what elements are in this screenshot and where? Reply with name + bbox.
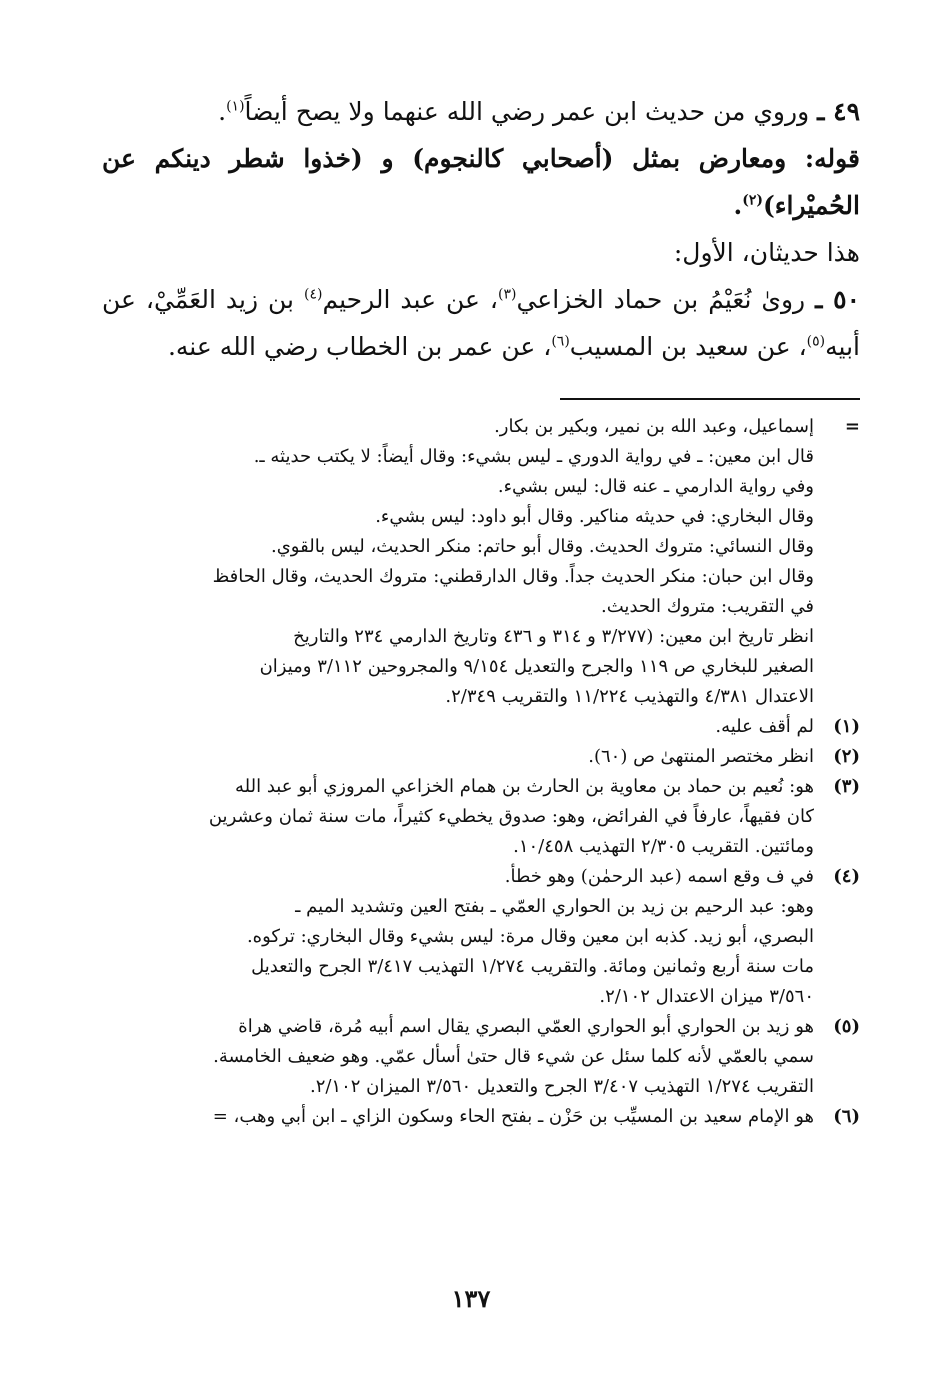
- footnote-mark: (٤): [833, 866, 860, 887]
- paragraph-qawluh: [102, 135, 860, 229]
- footnote-line: وفي رواية الدارمي ـ عنه قال: ليس بشيء.: [497, 476, 814, 497]
- footnote-mark: (٦): [833, 1106, 860, 1127]
- footnote-line: وقال البخاري: في حديثه مناكير. وقال أبو داود: ليس بشيء.: [375, 506, 814, 527]
- footnote-line: هو زيد بن الحواري أبو الحواري العمّي البصري يقال اسم أبيه مُرة، قاضي هراة: [238, 1016, 814, 1037]
- footnote-4: [102, 862, 860, 1012]
- footnote-5: [102, 1012, 860, 1102]
- paragraph-text: وروي من حديث ابن عمر رضي الله عنهما ولا يصح أيضاً: [244, 97, 810, 126]
- footnote-ref: (٥): [806, 333, 826, 350]
- paragraph-49: [102, 88, 860, 135]
- footnote-line: لم أقف عليه.: [715, 716, 814, 737]
- footnote-line: ومائتين. التقريب ٢/٣٠٥ التهذيب ١٠/٤٥٨.: [513, 836, 814, 857]
- footnote-line: مات سنة أربع وثمانين ومائة. والتقريب ١/٢٧٤ التهذيب ٣/٤١٧ الجرح والتعديل: [251, 956, 814, 977]
- footnote-ref: (١): [226, 98, 245, 115]
- page-number: ١٣٧: [451, 1284, 491, 1313]
- footnote-ref: (٦): [551, 333, 570, 350]
- book-page: [102, 88, 860, 1390]
- footnote-mark: =: [844, 416, 860, 437]
- footnote-line: كان فقيهاً، عارفاً في الفرائض، وهو: صدوق يخطيء كثيراً، مات سنة ثمان وعشرين: [208, 806, 814, 827]
- footnote-line: ٣/٥٦٠ ميزان الاعتدال ٢/١٠٢.: [599, 986, 814, 1007]
- footnote-mark: (٥): [833, 1016, 860, 1037]
- paragraph-end: .: [733, 191, 743, 220]
- footnote-line: البصري، أبو زيد. كذبه ابن معين وقال مرة: ليس بشيء وقال البخاري: تركوه.: [246, 926, 814, 947]
- footnote-line: سمي بالعمّي لأنه كلما سئل عن شيء قال حتىٰ أسأل عمّي. وهو ضعيف الخامسة.: [213, 1046, 814, 1067]
- footnote-mark: (١): [833, 716, 860, 737]
- footnote-line: هو: نُعيم بن حماد بن معاوية بن الحارث بن همام الخزاعي المروزي أبو عبد الله: [235, 776, 814, 797]
- footnotes: [102, 412, 860, 1132]
- footnote-lines: [102, 772, 814, 862]
- footnote-line: وقال النسائي: متروك الحديث. وقال أبو حاتم: منكر الحديث، ليس بالقوي.: [271, 536, 814, 557]
- footnote-line: الصغير للبخاري ص ١١٩ والجرح والتعديل ٩/١٥٤ والمجروحين ٣/١١٢ وميزان: [259, 656, 814, 677]
- footnote-ref: (٤): [303, 286, 323, 303]
- qawluh-label: قوله:: [804, 144, 860, 173]
- footnote-line: التقريب ١/٢٧٤ التهذيب ٣/٤٠٧ الجرح والتعديل ٣/٥٦٠ الميزان ٢/١٠٢.: [309, 1076, 814, 1097]
- footnote-lines: [102, 412, 814, 712]
- footnote-line: انظر مختصر المنتهىٰ ص (٦٠).: [588, 746, 814, 767]
- footnote-2: [102, 742, 860, 772]
- footnote-6: [102, 1102, 860, 1132]
- paragraph-text: ، عن عبد الرحيم: [322, 285, 498, 314]
- footnote-line: في ف وقع اسمه (عبد الرحمٰن) وهو خطأ.: [504, 866, 814, 887]
- item-number: ٥٠ ـ: [815, 285, 861, 314]
- footnote-ref: (٣): [497, 286, 517, 303]
- footnote-lines: [102, 862, 814, 1012]
- paragraph-text: ، عن سعيد بن المسيب: [569, 332, 807, 361]
- paragraph-end: .: [218, 97, 227, 126]
- footnote-lines: [102, 1012, 814, 1102]
- item-number: ٤٩ ـ: [817, 97, 860, 126]
- footnote-divider: [560, 398, 860, 400]
- footnote-line: وهو: عبد الرحيم بن زيد بن الحواري العمّي ـ بفتح العين وتشديد الميم ـ: [295, 896, 814, 917]
- footnote-line: وقال ابن حبان: منكر الحديث جداً. وقال الدارقطني: متروك الحديث، وقال الحافظ: [212, 566, 814, 587]
- footnote-1: [102, 712, 860, 742]
- footnote-line: قال ابن معين: ـ في رواية الدوري ـ ليس بشيء: وقال أيضاً: لا يكتب حديثه ـ.: [253, 446, 814, 467]
- footnote-lines: [102, 1102, 814, 1132]
- paragraph-text: روىٰ نُعَيْمُ بن حماد الخزاعي: [516, 285, 806, 314]
- paragraph-50: [102, 276, 860, 370]
- footnote-continuation: [102, 412, 860, 712]
- footnote-lines: [102, 742, 814, 772]
- footnote-lines: [102, 712, 814, 742]
- footnote-ref: (٢): [742, 192, 763, 209]
- footnote-line: في التقريب: متروك الحديث.: [601, 596, 814, 617]
- footnote-mark: (٣): [833, 776, 860, 797]
- footnote-line: هو الإمام سعيد بن المسيِّب بن حَزْن ـ بفتح الحاء وسكون الزاي ـ ابن أبي وهب، =: [212, 1106, 814, 1127]
- paragraph-text: بن زيد العَمِّيْ، عن أبيه: [102, 285, 860, 361]
- footnote-line: إسماعيل، وعبد الله بن نمير، وبكير بن بكار.: [494, 416, 814, 437]
- paragraph-text: ، عن عمر بن الخطاب رضي الله عنه.: [167, 332, 552, 361]
- footnote-3: [102, 772, 860, 862]
- main-text: [102, 88, 860, 370]
- footnote-line: الاعتدال ٤/٣٨١ والتهذيب ١١/٢٢٤ والتقريب ٢/٣٤٩.: [445, 686, 814, 707]
- footnote-mark: (٢): [833, 746, 860, 767]
- footnote-line: انظر تاريخ ابن معين: (٣/٢٧٧ و ٣١٤ و ٤٣٦ وتاريخ الدارمي ٢٣٤ والتاريخ: [293, 626, 814, 647]
- paragraph-text: ومعارض بمثل (أصحابي كالنجوم) و (خذوا شطر دينكم عن الحُميْراء): [102, 144, 860, 220]
- paragraph-intro: هذا حديثان، الأول:: [673, 238, 860, 267]
